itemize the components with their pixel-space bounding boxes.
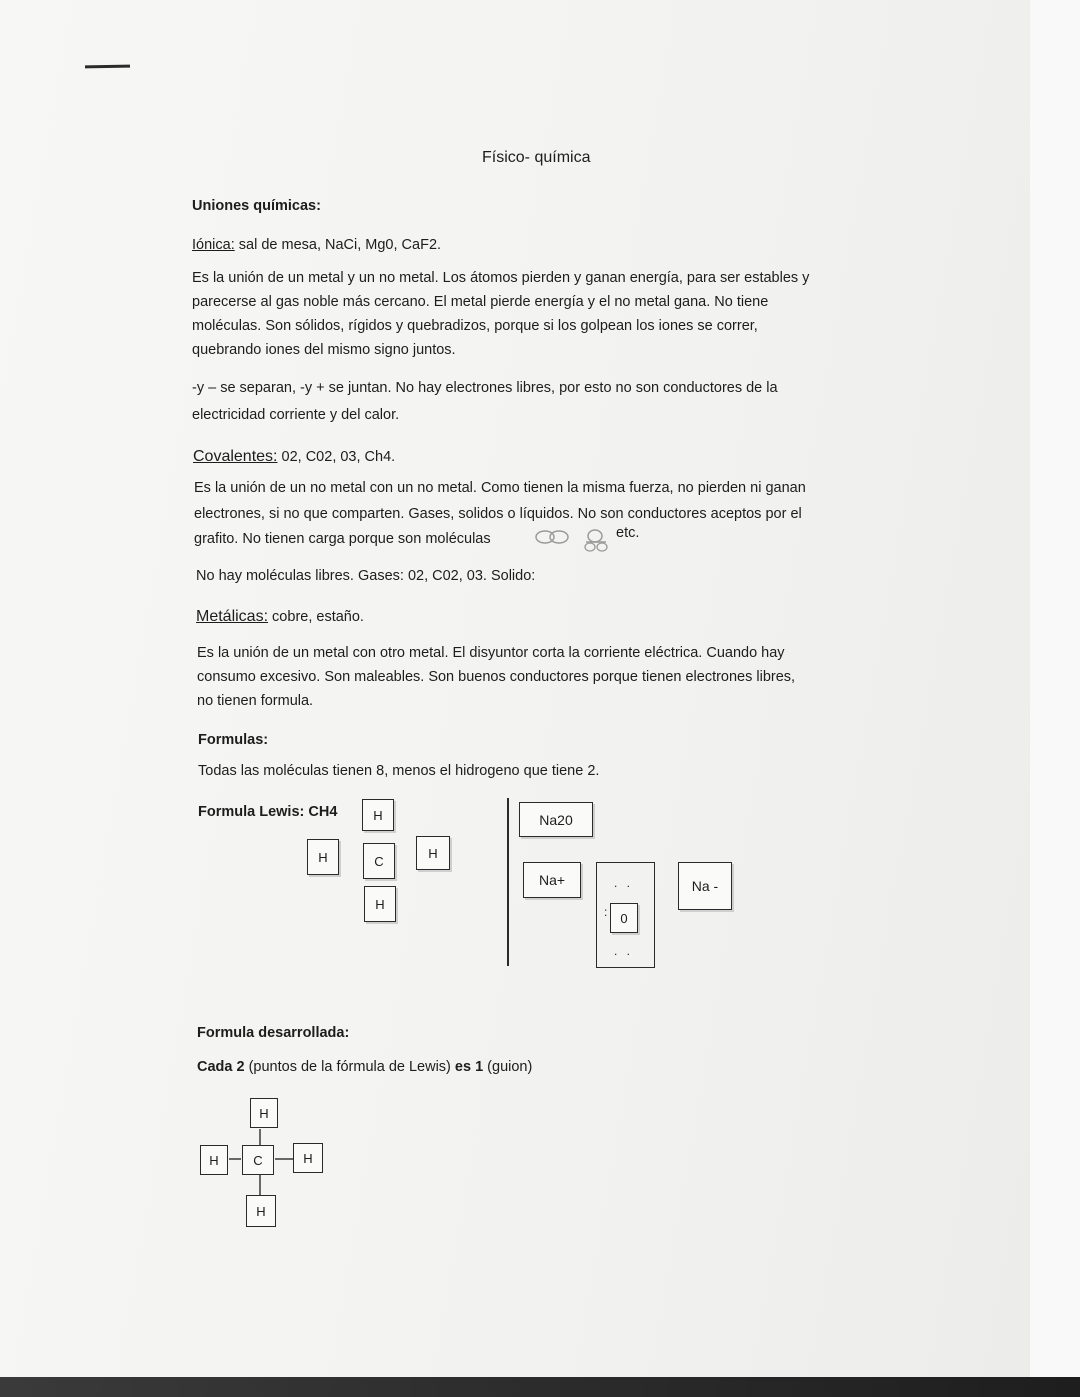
lewis-h-right: H xyxy=(416,836,450,870)
na-minus-box: Na - xyxy=(678,862,732,910)
covalentes-para1-line2: electrones, si no que comparten. Gases, solidos o líquidos. No son conductores aceptos por el xyxy=(194,506,802,522)
ionica-para1-line1: Es la unión de un metal y un no metal. Los átomos pierden y ganan energía, para ser estables y xyxy=(192,270,810,286)
rule-middle: (puntos de la fórmula de Lewis) xyxy=(244,1059,455,1075)
oxygen-box: 0 xyxy=(610,903,638,933)
desarrollada-heading: Formula desarrollada: xyxy=(197,1025,350,1041)
rule-bold-part2: es 1 xyxy=(454,1059,484,1075)
ionica-label: Iónica: xyxy=(192,237,235,253)
ionica-line xyxy=(192,233,441,257)
lewis-label: Formula Lewis: CH4 xyxy=(198,804,338,820)
ionica-examples: sal de mesa, NaCi, Mg0, CaF2. xyxy=(234,237,442,253)
rule-end: (guion) xyxy=(483,1059,533,1075)
covalentes-para1-line3: grafito. No tienen carga porque son moléculas xyxy=(194,531,491,547)
metalicas-para1-line2: consumo excesivo. Son maleables. Son buenos conductores porque tienen electrones libres, xyxy=(197,669,796,685)
metalicas-para1-line3: no tienen formula. xyxy=(197,693,314,709)
octet-rule: Todas las moléculas tienen 8, menos el hidrogeno que tiene 2. xyxy=(198,763,600,779)
desarrollada-rule xyxy=(197,1055,532,1079)
ionica-para1-line2: parecerse al gas noble más cercano. El metal pierde energía y el no metal gana. No tiene xyxy=(192,294,769,310)
backdrop xyxy=(1030,0,1080,1397)
page-title: Físico- química xyxy=(482,149,591,166)
covalentes-para1-line1: Es la unión de un no metal con un no metal. Como tienen la misma fuerza, no pierden ni ganan xyxy=(194,480,806,496)
oxygen-dots-top: . . xyxy=(614,876,634,890)
oxygen-dots-bottom: . . xyxy=(614,944,634,958)
dev-h-left: H xyxy=(200,1145,228,1175)
covalentes-examples: 02, C02, 03, Ch4. xyxy=(277,449,396,465)
rule-bold-part: Cada 2 xyxy=(197,1059,245,1075)
dev-c-center: C xyxy=(242,1145,274,1175)
oxygen-dots-side: : xyxy=(604,905,611,919)
molecule-sketch-icon xyxy=(532,526,614,554)
na2o-title-box: Na20 xyxy=(519,802,593,837)
ionica-para1-line4: quebrando iones del mismo signo juntos. xyxy=(192,342,456,358)
lewis-h-left: H xyxy=(307,839,339,875)
divider-line xyxy=(507,798,509,966)
covalentes-label: Covalentes: xyxy=(193,448,278,465)
dev-h-top: H xyxy=(250,1098,278,1128)
covalentes-line xyxy=(193,445,395,469)
bottom-shadow xyxy=(0,1377,1080,1397)
covalentes-para2: No hay moléculas libres. Gases: 02, C02, 03. Solido: xyxy=(196,568,536,584)
metalicas-label: Metálicas: xyxy=(196,608,269,625)
na-plus-box: Na+ xyxy=(523,862,581,898)
formulas-heading: Formulas: xyxy=(198,732,269,748)
metalicas-line xyxy=(196,605,364,629)
lewis-h-bottom: H xyxy=(364,886,396,922)
metalicas-examples: cobre, estaño. xyxy=(268,609,364,625)
metalicas-para1-line1: Es la unión de un metal con otro metal. El disyuntor corta la corriente eléctrica. Cuando hay xyxy=(197,645,785,661)
dev-h-bottom: H xyxy=(246,1195,276,1227)
covalentes-etc: etc. xyxy=(616,525,640,541)
ionica-para2-line1: -y – se separan, -y + se juntan. No hay electrones libres, por esto no son conductores de la xyxy=(192,380,778,396)
ionica-para2-line2: electricidad corriente y del calor. xyxy=(192,407,400,423)
lewis-c-center: C xyxy=(363,843,395,879)
lewis-h-top: H xyxy=(362,799,394,831)
section-heading-uniones: Uniones químicas: xyxy=(192,198,321,214)
dev-h-right: H xyxy=(293,1143,323,1173)
ionica-para1-line3: moléculas. Son sólidos, rígidos y quebradizos, porque si los golpean los iones se correr, xyxy=(192,318,758,334)
